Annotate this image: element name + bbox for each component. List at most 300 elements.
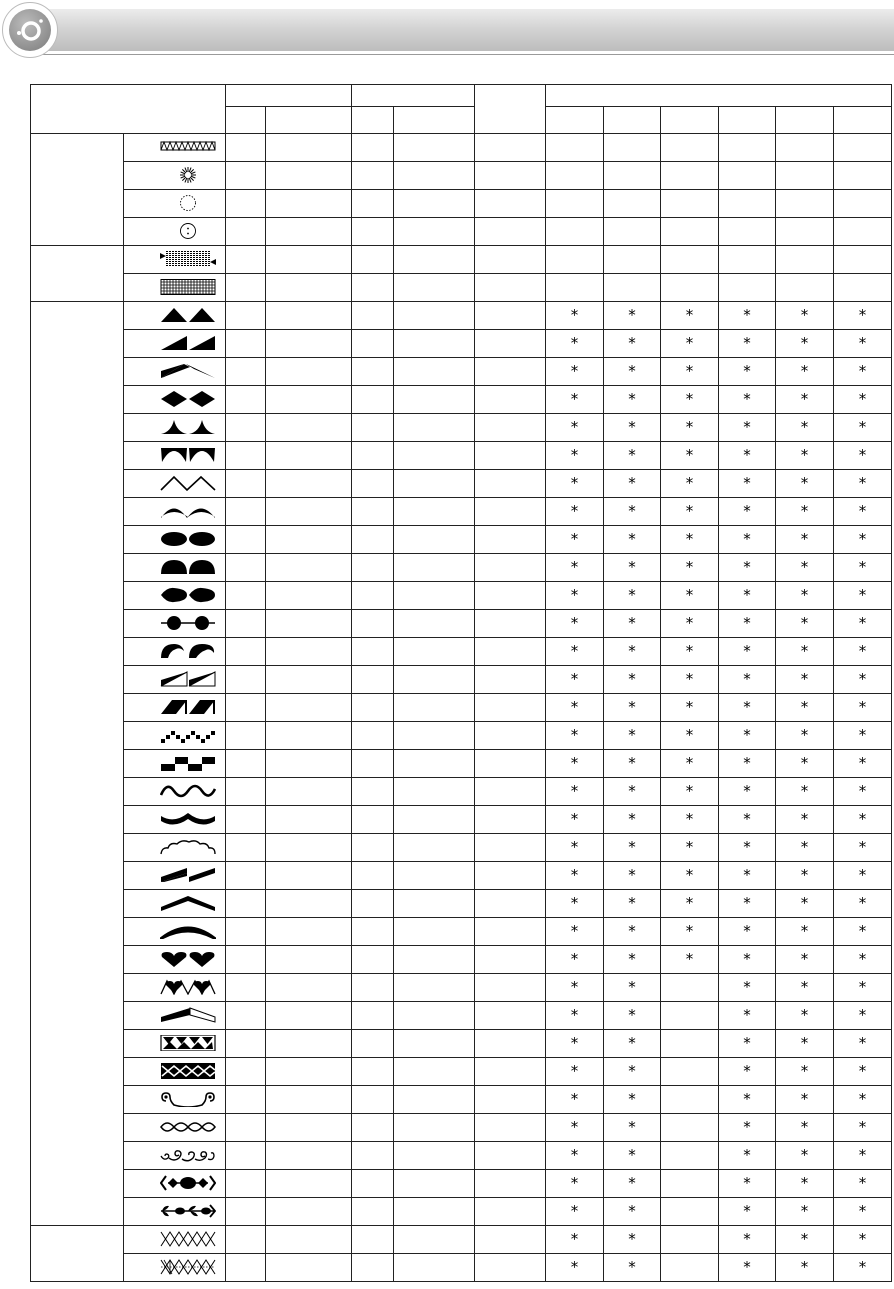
star-mark: * bbox=[858, 501, 867, 520]
group-label bbox=[31, 302, 124, 1226]
compatibility-cell bbox=[834, 834, 892, 862]
compatibility-cell bbox=[546, 918, 604, 946]
chevron-outline-icon bbox=[160, 475, 216, 491]
star-mark: * bbox=[628, 1201, 636, 1220]
setting-cell bbox=[226, 778, 266, 806]
setting-cell bbox=[394, 526, 475, 554]
compatibility-cell bbox=[834, 750, 892, 778]
star-mark: * bbox=[628, 669, 636, 688]
star-mark: * bbox=[628, 893, 636, 912]
star-mark: * bbox=[570, 361, 579, 380]
setting-cell bbox=[266, 1030, 352, 1058]
compatibility-cell bbox=[604, 162, 661, 190]
stitch-pattern-cell bbox=[124, 974, 226, 1002]
compatibility-cell bbox=[834, 274, 892, 302]
setting-cell bbox=[475, 526, 546, 554]
compatibility-cell bbox=[776, 134, 834, 162]
setting-cell bbox=[394, 1254, 475, 1282]
setting-cell bbox=[352, 862, 394, 890]
compatibility-cell bbox=[719, 610, 776, 638]
compatibility-cell bbox=[604, 190, 661, 218]
star-mark: * bbox=[628, 501, 636, 520]
setting-cell bbox=[226, 554, 266, 582]
star-mark: * bbox=[685, 865, 694, 884]
setting-cell bbox=[394, 218, 475, 246]
compatibility-cell bbox=[776, 330, 834, 358]
compatibility-cell bbox=[776, 190, 834, 218]
compatibility-cell bbox=[661, 526, 719, 554]
setting-cell bbox=[394, 414, 475, 442]
stitch-pattern-cell bbox=[124, 946, 226, 974]
compatibility-cell bbox=[604, 1114, 661, 1142]
star-mark: * bbox=[685, 809, 694, 828]
compatibility-cell bbox=[546, 330, 604, 358]
star-mark: * bbox=[570, 781, 579, 800]
setting-cell bbox=[226, 302, 266, 330]
sunburst-icon bbox=[160, 167, 216, 183]
star-mark: * bbox=[743, 837, 751, 856]
domes-icon bbox=[160, 559, 216, 575]
star-mark: * bbox=[800, 893, 809, 912]
star-mark: * bbox=[800, 725, 809, 744]
compatibility-cell bbox=[834, 1086, 892, 1114]
star-mark: * bbox=[685, 389, 694, 408]
setting-cell bbox=[394, 190, 475, 218]
setting-cell bbox=[352, 1142, 394, 1170]
header-row-1 bbox=[31, 85, 892, 107]
star-mark: * bbox=[800, 1229, 809, 1248]
star-mark: * bbox=[800, 977, 809, 996]
setting-cell bbox=[394, 442, 475, 470]
star-mark: * bbox=[743, 949, 751, 968]
compatibility-cell bbox=[546, 1058, 604, 1086]
stitch-pattern-cell bbox=[124, 414, 226, 442]
stitch-pattern-cell bbox=[124, 274, 226, 302]
compatibility-cell bbox=[834, 554, 892, 582]
star-mark: * bbox=[858, 585, 867, 604]
setting-cell bbox=[266, 918, 352, 946]
compatibility-cell bbox=[546, 470, 604, 498]
compatibility-cell bbox=[834, 666, 892, 694]
compatibility-cell bbox=[604, 862, 661, 890]
header-group-b bbox=[352, 85, 475, 107]
compatibility-cell bbox=[776, 862, 834, 890]
star-mark: * bbox=[570, 669, 579, 688]
star-mark: * bbox=[800, 585, 809, 604]
setting-cell bbox=[266, 1086, 352, 1114]
stitch-pattern-cell bbox=[124, 806, 226, 834]
table-row bbox=[31, 358, 892, 386]
stitch-pattern-cell bbox=[124, 358, 226, 386]
compatibility-cell bbox=[776, 386, 834, 414]
header-stitch bbox=[31, 85, 226, 134]
setting-cell bbox=[226, 582, 266, 610]
star-mark: * bbox=[858, 417, 867, 436]
compatibility-cell bbox=[546, 722, 604, 750]
compatibility-cell bbox=[546, 274, 604, 302]
compatibility-cell bbox=[604, 834, 661, 862]
table-row bbox=[31, 1030, 892, 1058]
star-mark: * bbox=[570, 837, 579, 856]
setting-cell bbox=[352, 806, 394, 834]
compatibility-cell bbox=[546, 1086, 604, 1114]
star-mark: * bbox=[858, 1173, 867, 1192]
setting-cell bbox=[226, 750, 266, 778]
star-mark: * bbox=[858, 1201, 867, 1220]
compatibility-cell bbox=[719, 470, 776, 498]
star-mark: * bbox=[628, 1257, 636, 1276]
compatibility-cell bbox=[834, 134, 892, 162]
compatibility-cell bbox=[834, 694, 892, 722]
header-group-c bbox=[475, 85, 546, 134]
compatibility-cell bbox=[776, 638, 834, 666]
star-mark: * bbox=[858, 361, 867, 380]
setting-cell bbox=[226, 806, 266, 834]
star-mark: * bbox=[858, 809, 867, 828]
compatibility-cell bbox=[834, 778, 892, 806]
stitch-pattern-cell bbox=[124, 386, 226, 414]
star-mark: * bbox=[743, 893, 751, 912]
star-mark: * bbox=[800, 921, 809, 940]
star-mark: * bbox=[743, 333, 751, 352]
table-row bbox=[31, 694, 892, 722]
setting-cell bbox=[352, 134, 394, 162]
compatibility-cell bbox=[604, 358, 661, 386]
star-mark: * bbox=[743, 501, 751, 520]
table-row bbox=[31, 526, 892, 554]
star-mark: * bbox=[570, 501, 579, 520]
compatibility-cell bbox=[834, 918, 892, 946]
compatibility-cell bbox=[776, 946, 834, 974]
setting-cell bbox=[475, 498, 546, 526]
setting-cell bbox=[394, 862, 475, 890]
table-row bbox=[31, 974, 892, 1002]
star-mark: * bbox=[628, 529, 636, 548]
star-mark: * bbox=[858, 1257, 867, 1276]
setting-cell bbox=[394, 1198, 475, 1226]
setting-cell bbox=[266, 470, 352, 498]
compatibility-cell bbox=[776, 1086, 834, 1114]
star-mark: * bbox=[570, 305, 579, 324]
star-mark: * bbox=[743, 1061, 751, 1080]
compatibility-cell bbox=[719, 358, 776, 386]
header-cell bbox=[352, 107, 394, 134]
compatibility-cell bbox=[719, 526, 776, 554]
table-row bbox=[31, 638, 892, 666]
star-mark: * bbox=[800, 1145, 809, 1164]
setting-cell bbox=[394, 358, 475, 386]
setting-cell bbox=[226, 1198, 266, 1226]
compatibility-cell bbox=[546, 190, 604, 218]
setting-cell bbox=[266, 1058, 352, 1086]
setting-cell bbox=[475, 1254, 546, 1282]
star-mark: * bbox=[628, 753, 636, 772]
compatibility-cell bbox=[546, 442, 604, 470]
compatibility-cell bbox=[776, 722, 834, 750]
compatibility-cell bbox=[776, 162, 834, 190]
star-mark: * bbox=[858, 837, 867, 856]
compatibility-cell bbox=[834, 638, 892, 666]
compatibility-cell bbox=[834, 414, 892, 442]
star-mark: * bbox=[858, 1005, 867, 1024]
parallelograms-icon bbox=[160, 699, 216, 715]
slash-bars-icon bbox=[160, 867, 216, 883]
star-mark: * bbox=[800, 529, 809, 548]
compatibility-cell bbox=[776, 834, 834, 862]
spirals-icon bbox=[160, 1147, 216, 1163]
star-mark: * bbox=[743, 305, 751, 324]
star-mark: * bbox=[685, 921, 694, 940]
compatibility-cell bbox=[661, 1114, 719, 1142]
compatibility-cell bbox=[546, 1142, 604, 1170]
compatibility-cell bbox=[604, 330, 661, 358]
star-mark: * bbox=[743, 977, 751, 996]
star-mark: * bbox=[800, 809, 809, 828]
zigzag-line-icon bbox=[160, 139, 216, 155]
setting-cell bbox=[394, 582, 475, 610]
setting-cell bbox=[394, 750, 475, 778]
stitch-pattern-cell bbox=[124, 694, 226, 722]
compatibility-cell bbox=[604, 1086, 661, 1114]
star-mark: * bbox=[628, 1005, 636, 1024]
satin-fill-arrows-icon bbox=[160, 251, 216, 267]
setting-cell bbox=[394, 470, 475, 498]
header-group-a bbox=[226, 85, 352, 107]
compatibility-cell bbox=[776, 554, 834, 582]
star-mark: * bbox=[570, 1089, 579, 1108]
table-row bbox=[31, 1198, 892, 1226]
star-mark: * bbox=[743, 585, 751, 604]
compatibility-cell bbox=[604, 1058, 661, 1086]
compatibility-cell bbox=[776, 582, 834, 610]
table-row bbox=[31, 554, 892, 582]
compatibility-cell bbox=[776, 750, 834, 778]
slanted-triangles-icon bbox=[160, 363, 216, 379]
setting-cell bbox=[475, 834, 546, 862]
setting-cell bbox=[352, 918, 394, 946]
stitch-pattern-cell bbox=[124, 1058, 226, 1086]
compatibility-cell bbox=[546, 1170, 604, 1198]
setting-cell bbox=[475, 246, 546, 274]
setting-cell bbox=[394, 1170, 475, 1198]
compatibility-cell bbox=[546, 134, 604, 162]
stitch-table bbox=[30, 84, 892, 1282]
setting-cell bbox=[226, 1142, 266, 1170]
setting-cell bbox=[266, 974, 352, 1002]
compatibility-cell bbox=[604, 582, 661, 610]
setting-cell bbox=[226, 414, 266, 442]
header-divider bbox=[40, 54, 894, 55]
compatibility-cell bbox=[546, 666, 604, 694]
stitch-pattern-cell bbox=[124, 890, 226, 918]
setting-cell bbox=[266, 1170, 352, 1198]
setting-cell bbox=[266, 526, 352, 554]
compatibility-cell bbox=[834, 1002, 892, 1030]
star-mark: * bbox=[858, 1061, 867, 1080]
star-mark: * bbox=[743, 921, 751, 940]
stitch-pattern-cell bbox=[124, 302, 226, 330]
ellipses-icon bbox=[160, 531, 216, 547]
setting-cell bbox=[475, 218, 546, 246]
compatibility-cell bbox=[546, 834, 604, 862]
setting-cell bbox=[352, 610, 394, 638]
group-label bbox=[31, 1226, 124, 1282]
setting-cell bbox=[226, 1002, 266, 1030]
star-mark: * bbox=[858, 557, 867, 576]
star-mark: * bbox=[743, 725, 751, 744]
star-mark: * bbox=[685, 781, 694, 800]
setting-cell bbox=[394, 246, 475, 274]
compatibility-cell bbox=[719, 218, 776, 246]
compatibility-cell bbox=[661, 834, 719, 862]
compatibility-cell bbox=[776, 1114, 834, 1142]
compatibility-cell bbox=[661, 1198, 719, 1226]
compatibility-cell bbox=[776, 1002, 834, 1030]
star-mark: * bbox=[858, 389, 867, 408]
setting-cell bbox=[266, 1254, 352, 1282]
star-mark: * bbox=[858, 1089, 867, 1108]
stitch-pattern-cell bbox=[124, 862, 226, 890]
compatibility-cell bbox=[661, 246, 719, 274]
setting-cell bbox=[266, 666, 352, 694]
setting-cell bbox=[475, 582, 546, 610]
star-mark: * bbox=[570, 865, 579, 884]
star-mark: * bbox=[800, 1033, 809, 1052]
compatibility-cell bbox=[604, 946, 661, 974]
setting-cell bbox=[226, 974, 266, 1002]
setting-cell bbox=[475, 610, 546, 638]
setting-cell bbox=[266, 498, 352, 526]
compatibility-cell bbox=[661, 302, 719, 330]
compatibility-cell bbox=[719, 806, 776, 834]
compatibility-cell bbox=[719, 1058, 776, 1086]
compatibility-cell bbox=[719, 834, 776, 862]
table-row bbox=[31, 666, 892, 694]
star-mark: * bbox=[628, 1117, 636, 1136]
setting-cell bbox=[226, 190, 266, 218]
stitch-pattern-cell bbox=[124, 470, 226, 498]
star-mark: * bbox=[628, 1089, 636, 1108]
star-mark: * bbox=[743, 753, 751, 772]
setting-cell bbox=[226, 442, 266, 470]
table-row bbox=[31, 946, 892, 974]
compatibility-cell bbox=[546, 246, 604, 274]
table-row bbox=[31, 134, 892, 162]
setting-cell bbox=[352, 386, 394, 414]
star-mark: * bbox=[800, 781, 809, 800]
compatibility-cell bbox=[834, 1254, 892, 1282]
star-mark: * bbox=[858, 977, 867, 996]
star-mark: * bbox=[743, 1033, 751, 1052]
compatibility-cell bbox=[604, 442, 661, 470]
eyelet-circle-icon bbox=[160, 223, 216, 239]
compatibility-cell bbox=[776, 918, 834, 946]
star-mark: * bbox=[685, 305, 694, 324]
compatibility-cell bbox=[776, 470, 834, 498]
setting-cell bbox=[226, 1086, 266, 1114]
compatibility-cell bbox=[661, 722, 719, 750]
compatibility-cell bbox=[546, 1198, 604, 1226]
star-mark: * bbox=[570, 1173, 579, 1192]
compatibility-cell bbox=[719, 666, 776, 694]
compatibility-cell bbox=[834, 470, 892, 498]
star-mark: * bbox=[743, 1257, 751, 1276]
setting-cell bbox=[475, 162, 546, 190]
setting-cell bbox=[475, 1114, 546, 1142]
compatibility-cell bbox=[834, 722, 892, 750]
hearts-zigzag-icon bbox=[160, 979, 216, 995]
compatibility-cell bbox=[776, 1226, 834, 1254]
compatibility-cell bbox=[604, 1226, 661, 1254]
setting-cell bbox=[266, 1226, 352, 1254]
star-mark: * bbox=[628, 417, 636, 436]
table-row bbox=[31, 274, 892, 302]
compatibility-cell bbox=[834, 1198, 892, 1226]
star-mark: * bbox=[800, 389, 809, 408]
stitch-pattern-cell bbox=[124, 1002, 226, 1030]
setting-cell bbox=[266, 638, 352, 666]
compatibility-cell bbox=[661, 610, 719, 638]
setting-cell bbox=[352, 1002, 394, 1030]
compatibility-cell bbox=[604, 246, 661, 274]
star-mark: * bbox=[685, 473, 694, 492]
setting-cell bbox=[394, 1002, 475, 1030]
compatibility-cell bbox=[719, 1030, 776, 1058]
star-mark: * bbox=[800, 837, 809, 856]
setting-cell bbox=[352, 498, 394, 526]
setting-cell bbox=[226, 1226, 266, 1254]
setting-cell bbox=[475, 1170, 546, 1198]
table-row bbox=[31, 778, 892, 806]
compatibility-cell bbox=[834, 610, 892, 638]
compatibility-cell bbox=[546, 498, 604, 526]
compatibility-cell bbox=[661, 974, 719, 1002]
setting-cell bbox=[475, 974, 546, 1002]
compatibility-cell bbox=[834, 330, 892, 358]
star-mark: * bbox=[570, 613, 579, 632]
table-row bbox=[31, 722, 892, 750]
star-mark: * bbox=[800, 1117, 809, 1136]
compatibility-cell bbox=[604, 134, 661, 162]
setting-cell bbox=[394, 1086, 475, 1114]
setting-cell bbox=[226, 526, 266, 554]
scroll-icon bbox=[160, 1091, 216, 1107]
setting-cell bbox=[352, 890, 394, 918]
star-mark: * bbox=[743, 613, 751, 632]
dotted-circle-icon bbox=[160, 195, 216, 211]
setting-cell bbox=[266, 1142, 352, 1170]
setting-cell bbox=[394, 806, 475, 834]
compatibility-cell bbox=[661, 1086, 719, 1114]
star-mark: * bbox=[858, 949, 867, 968]
compatibility-cell bbox=[604, 806, 661, 834]
star-mark: * bbox=[570, 949, 579, 968]
compatibility-cell bbox=[719, 1086, 776, 1114]
star-mark: * bbox=[570, 1201, 579, 1220]
section-icon bbox=[9, 9, 51, 51]
star-mark: * bbox=[800, 445, 809, 464]
star-mark: * bbox=[743, 529, 751, 548]
setting-cell bbox=[266, 862, 352, 890]
compatibility-cell bbox=[661, 1226, 719, 1254]
compatibility-cell bbox=[834, 1142, 892, 1170]
setting-cell bbox=[226, 722, 266, 750]
header-bar bbox=[22, 9, 894, 51]
setting-cell bbox=[266, 1198, 352, 1226]
star-mark: * bbox=[570, 445, 579, 464]
setting-cell bbox=[394, 302, 475, 330]
compatibility-cell bbox=[604, 918, 661, 946]
